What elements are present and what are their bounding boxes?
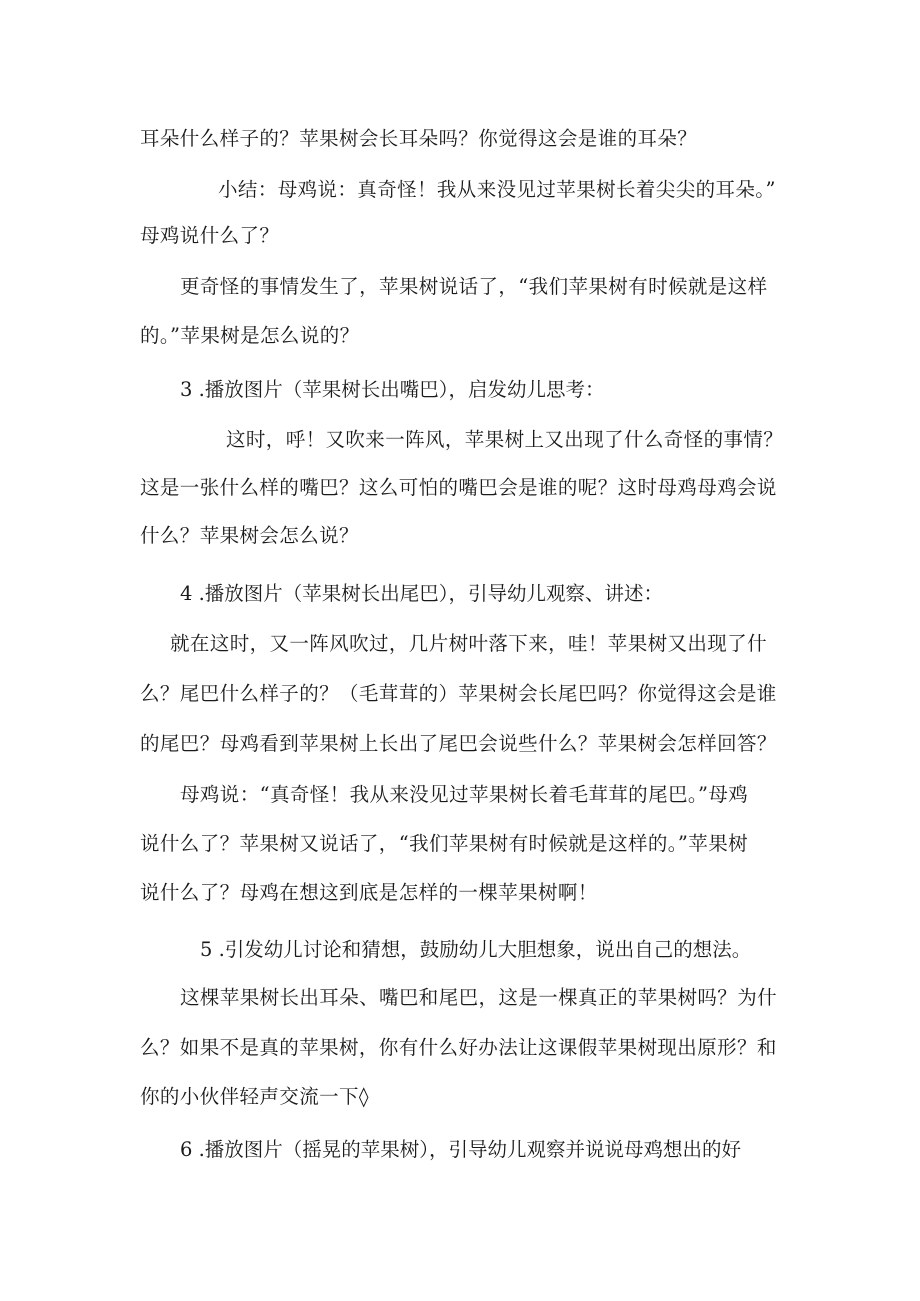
paragraph-line: 耳朵什么样子的？苹果树会长耳朵吗？你觉得这会是谁的耳朵？ bbox=[140, 127, 698, 150]
paragraph-line: 么？尾巴什么样子的？（毛茸茸的）苹果树会长尾巴吗？你觉得这会是谁 bbox=[140, 682, 777, 705]
list-item-6: 6 .播放图片（摇晃的苹果树），引导幼儿观察并说说母鸡想出的好 bbox=[180, 1138, 742, 1161]
paragraph-line: 么？如果不是真的苹果树，你有什么好办法让这课假苹果树现出原形？和 bbox=[140, 1036, 777, 1059]
list-item-3: 3 .播放图片（苹果树长出嘴巴），启发幼儿思考： bbox=[180, 378, 605, 401]
list-item-4: 4 .播放图片（苹果树长出尾巴），引导幼儿观察、讲述： bbox=[180, 582, 664, 605]
paragraph-line: 这棵苹果树长出耳朵、嘴巴和尾巴，这是一棵真正的苹果树吗？为什 bbox=[180, 986, 778, 1009]
paragraph-line: 母鸡说什么了？ bbox=[140, 224, 280, 247]
paragraph-line: 你的小伙伴轻声交流一下◊ bbox=[140, 1085, 369, 1108]
paragraph-line: 这是一张什么样的嘴巴？这么可怕的嘴巴会是谁的呢？这时母鸡母鸡会说 bbox=[140, 476, 777, 499]
paragraph-line: 就在这时，又一阵风吹过，几片树叶落下来，哇！苹果树又出现了什 bbox=[170, 632, 768, 655]
paragraph-line: 更奇怪的事情发生了，苹果树说话了，“我们苹果树有时候就是这样 bbox=[180, 275, 768, 298]
paragraph-line: 的尾巴？母鸡看到苹果树上长出了尾巴会说些什么？苹果树会怎样回答？ bbox=[140, 732, 777, 755]
paragraph-line: 说什么了？母鸡在想这到底是怎样的一棵苹果树啊！ bbox=[140, 881, 598, 904]
paragraph-line: 什么？苹果树会怎么说？ bbox=[140, 524, 359, 547]
paragraph-line: 说什么了？苹果树又说话了，“我们苹果树有时候就是这样的。”苹果树 bbox=[140, 832, 748, 855]
paragraph-line: 这时，呼！又吹来一阵风，苹果树上又出现了什么奇怪的事情？ bbox=[226, 428, 784, 451]
paragraph-line: 的。”苹果树是怎么说的？ bbox=[140, 324, 360, 347]
list-item-5: 5 .引发幼儿讨论和猜想，鼓励幼儿大胆想象，说出自己的想法。 bbox=[200, 938, 752, 961]
summary-line: 小结：母鸡说：真奇怪！我从来没见过苹果树长着尖尖的耳朵。” bbox=[218, 178, 776, 201]
paragraph-line: 母鸡说：“真奇怪！我从来没见过苹果树长着毛茸茸的尾巴。”母鸡 bbox=[180, 783, 749, 806]
